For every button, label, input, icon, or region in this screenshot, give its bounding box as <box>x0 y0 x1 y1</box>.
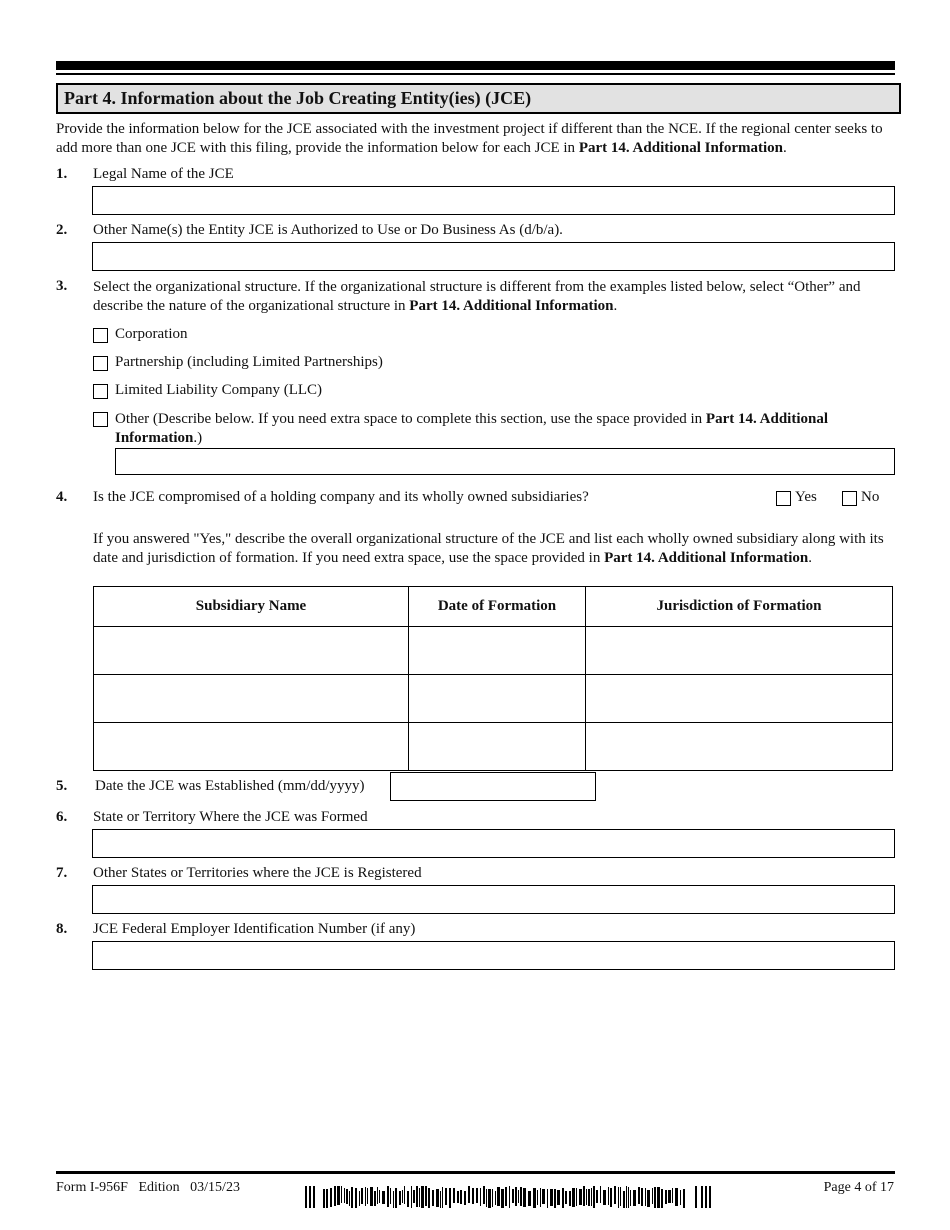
barcode-graphic <box>305 1186 713 1208</box>
q6-label: State or Territory Where the JCE was Formed <box>93 809 368 825</box>
other-structure-checkbox[interactable] <box>93 412 108 427</box>
holding-yes-label: Yes <box>795 489 817 505</box>
q3-end: . <box>613 298 618 314</box>
other-states-field[interactable] <box>92 885 895 914</box>
q3-text: Select the organizational structure. If the organizational structure is different from the examples listed below, select “Other” and describe the nature of the organizational structure in <box>93 279 861 314</box>
other-structure-label <box>115 410 885 448</box>
q5-number: 5. <box>56 778 68 794</box>
q4-followup-text: If you answered "Yes," describe the overall organizational structure of the JCE and list each wholly owned subsidiary along with its date and jurisdiction of formation. If you need extra space, use the space provided in <box>93 531 884 566</box>
holding-no-label: No <box>861 489 880 505</box>
q6-number: 6. <box>56 809 68 825</box>
form-edition: Form I-956F Edition 03/15/23 <box>56 1180 240 1195</box>
subsidiaries-table <box>93 586 893 771</box>
intro-text: Provide the information below for the JCE associated with the investment project if different than the NCE. If the regional center seeks to add more than one JCE with this filing, provide the information below for each JCE in <box>56 121 883 156</box>
subsidiary-name-cell[interactable] <box>94 675 409 723</box>
date-of-formation-cell[interactable] <box>409 675 586 723</box>
corporation-label: Corporation <box>115 326 188 342</box>
established-date-field[interactable] <box>390 772 596 801</box>
table-row <box>94 627 893 675</box>
jurisdiction-cell[interactable] <box>586 675 893 723</box>
page-number: Page 4 of 17 <box>823 1180 894 1195</box>
jurisdiction-cell[interactable] <box>586 723 893 771</box>
q7-number: 7. <box>56 865 68 881</box>
llc-label: Limited Liability Company (LLC) <box>115 382 323 398</box>
date-of-formation-cell[interactable] <box>409 627 586 675</box>
q8-label: JCE Federal Employer Identification Number (if any) <box>93 921 416 937</box>
llc-checkbox[interactable] <box>93 384 108 399</box>
col-date-of-formation: Date of Formation <box>409 587 586 627</box>
q3-part-14-ref: Part 14. Additional Information <box>409 298 614 314</box>
other-part-14-ref: Part 14. Additional Information <box>115 411 829 446</box>
date-of-formation-cell[interactable] <box>409 723 586 771</box>
other-text: Other (Describe below. If you need extra space to complete this section, use the space provided in <box>115 411 706 427</box>
q3-label <box>93 278 898 316</box>
col-subsidiary-name: Subsidiary Name <box>94 587 409 627</box>
q5-label: Date the JCE was Established (mm/dd/yyyy) <box>95 778 365 794</box>
q4-label: Is the JCE compromised of a holding company and its wholly owned subsidiaries? <box>93 489 589 505</box>
q1-number: 1. <box>56 166 68 182</box>
partnership-checkbox[interactable] <box>93 356 108 371</box>
jurisdiction-cell[interactable] <box>586 627 893 675</box>
dba-names-field[interactable] <box>92 242 895 271</box>
part-4-header: Part 4. Information about the Job Creating Entity(ies) (JCE) <box>56 83 901 114</box>
subsidiary-name-cell[interactable] <box>94 627 409 675</box>
q4-part-14-ref: Part 14. Additional Information <box>604 550 809 566</box>
intro-part-14-ref: Part 14. Additional Information <box>578 140 783 156</box>
other-structure-field[interactable] <box>115 448 895 475</box>
corporation-checkbox[interactable] <box>93 328 108 343</box>
q2-label: Other Name(s) the Entity JCE is Authorized to Use or Do Business As (d/b/a). <box>93 222 563 238</box>
holding-no-checkbox[interactable] <box>842 491 857 506</box>
q4-number: 4. <box>56 489 68 505</box>
top-thin-rule <box>56 73 895 75</box>
state-formed-field[interactable] <box>92 829 895 858</box>
top-thick-rule <box>56 61 895 70</box>
partnership-label: Partnership (including Limited Partnerships) <box>115 354 383 370</box>
q4-followup-end: . <box>808 550 813 566</box>
footer-rule <box>56 1171 895 1174</box>
table-row <box>94 675 893 723</box>
table-header-row <box>94 587 893 627</box>
q4-followup <box>93 530 898 568</box>
table-row <box>94 723 893 771</box>
q8-number: 8. <box>56 921 68 937</box>
legal-name-field[interactable] <box>92 186 895 215</box>
q1-label: Legal Name of the JCE <box>93 166 234 182</box>
col-jurisdiction: Jurisdiction of Formation <box>586 587 893 627</box>
intro-paragraph <box>56 120 896 158</box>
intro-end: . <box>783 140 787 156</box>
q2-number: 2. <box>56 222 68 238</box>
q3-number: 3. <box>56 278 68 294</box>
subsidiary-name-cell[interactable] <box>94 723 409 771</box>
other-end: .) <box>193 430 203 446</box>
holding-yes-checkbox[interactable] <box>776 491 791 506</box>
fein-field[interactable] <box>92 941 895 970</box>
q7-label: Other States or Territories where the JCE is Registered <box>93 865 422 881</box>
